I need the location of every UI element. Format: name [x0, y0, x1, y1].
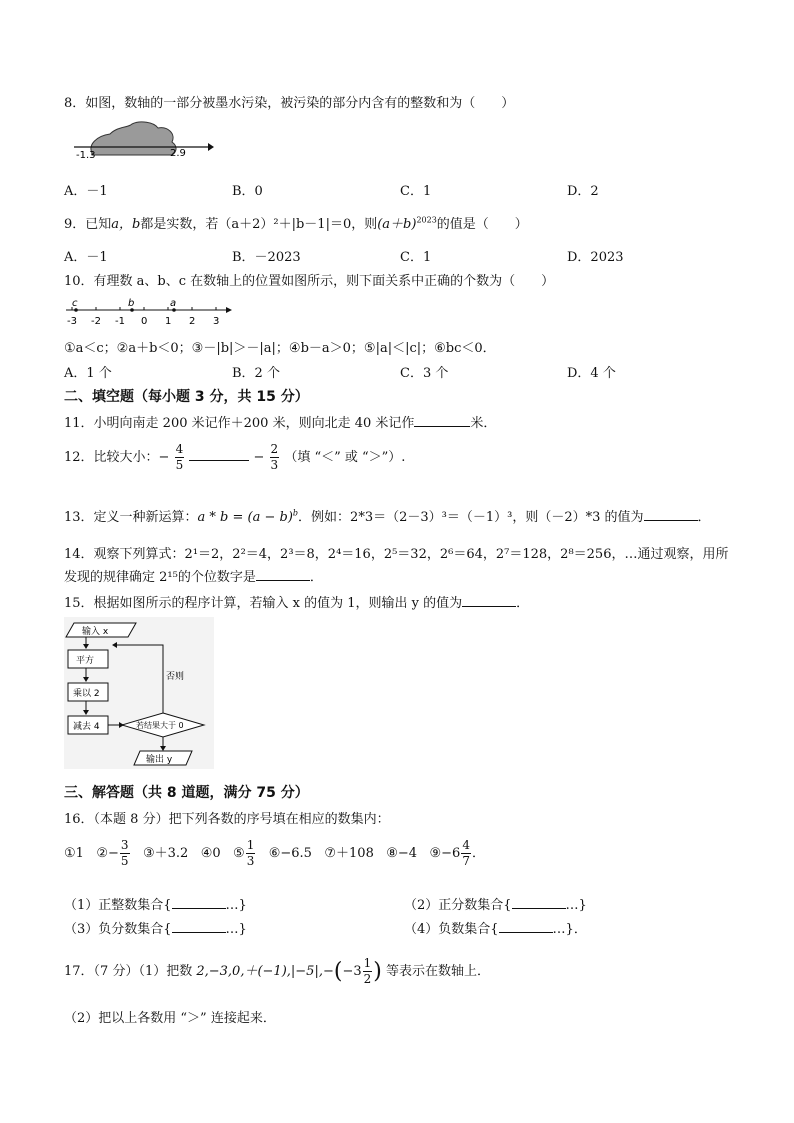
q10-point-c: c	[72, 298, 78, 309]
q9-option-b: B．－2023	[232, 250, 301, 265]
flow-subtract-label: 减去 4	[73, 722, 100, 732]
q10-point-b: b	[128, 298, 135, 309]
q10-tick: 1	[165, 316, 172, 327]
q15-answer-blank[interactable]	[462, 594, 516, 607]
q16-set-1-blank[interactable]	[172, 896, 226, 909]
section-3-heading: 三、解答题（共 8 道题，满分 75 分）	[64, 785, 309, 801]
q16-set-3: （3）负分数集合{ …}	[64, 922, 247, 937]
q10-relations: ①a＜c；②a＋b＜0；③－|b|＞－|a|；④b－a＞0；⑤|a|＜|c|；⑥bc＜0．	[64, 341, 496, 356]
q10-tick: -1	[115, 316, 125, 327]
q9-text: 9．已知a，b都是实数，若（a＋2）²＋|b－1|＝0，则$(a+b)^{2023}$的值是（ ）	[64, 215, 528, 232]
q10-number-line	[62, 298, 232, 328]
q13-answer-blank[interactable]	[644, 508, 698, 521]
flow-output-label: 输出 y	[146, 755, 173, 765]
q10-tick: 0	[141, 316, 148, 327]
q12-fraction-1: $\frac{4}{5}$	[175, 442, 184, 472]
q12-fraction-2: $\frac{2}{3}$	[270, 442, 279, 472]
q10-option-b: B．2 个	[232, 366, 280, 381]
q10-point-a: a	[170, 298, 177, 309]
q10-tick: 2	[189, 316, 196, 327]
q8-option-a: A．－1	[64, 184, 108, 199]
q9-option-d: D．2023	[567, 250, 624, 265]
flow-input-label: 输入 x	[82, 627, 109, 637]
q15-text: 15．根据如图所示的程序计算，若输入 x 的值为 1，则输出 y 的值为 ．	[64, 596, 530, 611]
q11-text: 11．小明向南走 200 米记作＋200 米，则向北走 40 米记作 米．	[64, 416, 497, 431]
flow-multiply-label: 乘以 2	[73, 689, 100, 699]
q15-flowchart	[64, 617, 214, 769]
q10-tick: -3	[67, 316, 77, 327]
q16-intro: 16．（本题 8 分）把下列各数的序号填在相应的数集内：	[64, 812, 390, 827]
q16-set-2: （2）正分数集合{ …}	[404, 898, 587, 913]
q8-left-label: -1.3	[76, 150, 96, 160]
q16-set-2-blank[interactable]	[512, 896, 566, 909]
q14-line-1: 14．观察下列算式：2¹＝2，2²＝4，2³＝8，2⁴＝16，2⁵＝32，2⁶＝64，2⁷＝128，2⁸＝256，…通过观察，用所	[64, 547, 729, 562]
q8-option-c: C．1	[400, 184, 432, 199]
q16-set-1: （1）正整数集合{ …}	[64, 898, 247, 913]
q14-answer-blank[interactable]	[256, 568, 310, 581]
q10-option-a: A．1 个	[64, 366, 112, 381]
q10-text: 10．有理数 a、b、c 在数轴上的位置如图所示，则下面关系中正确的个数为（ ）	[64, 274, 555, 289]
q10-option-d: D．4 个	[567, 366, 616, 381]
q16-set-4: （4）负数集合{ …}．	[404, 922, 587, 937]
q8-right-label: 2.9	[170, 148, 186, 159]
q16-set-3-blank[interactable]	[172, 920, 226, 933]
q9-option-a: A．－1	[64, 250, 108, 265]
q17-part-1: 17．（7 分）（1）把数 2,−3,0,＋(−1),|−5|,−(−3 $\frac{1}{2}$ ) 等表示在数轴上．	[64, 956, 491, 986]
section-2-heading: 二、填空题（每小题 3 分，共 15 分）	[64, 389, 309, 405]
q13-text: 13．定义一种新运算：$a * b = (a - b)^b$．例如：2*3＝（2－3）³＝（－1）³，则（－2）*3 的值为 ．	[64, 508, 711, 525]
q12-text: 12．比较大小：− $\frac{4}{5}$ − $\frac{2}{3}$ （填 “＜” 或 “＞”）.	[64, 442, 406, 472]
q8-option-b: B．0	[232, 184, 263, 199]
q10-option-c: C．3 个	[400, 366, 449, 381]
flow-decision-label: 若结果大于 0	[136, 721, 184, 730]
q16-set-4-blank[interactable]	[499, 920, 553, 933]
q10-tick: 3	[213, 316, 220, 327]
q16-numbers: ①1 ②− $\frac{3}{5}$ ③＋3.2 ④0 ⑤ $\frac{1}{3}$ ⑥−6.5 ⑦＋108 ⑧−4 ⑨−6 $\frac{4}{7}$ ．	[64, 838, 485, 868]
q8-text: 8．如图，数轴的一部分被墨水污染，被污染的部分内含有的整数和为（ ）	[64, 96, 515, 111]
flow-otherwise-label: 否则	[166, 672, 185, 682]
q17-part-2: （2）把以上各数用 “＞” 连接起来．	[64, 1011, 276, 1026]
q10-tick: -2	[91, 316, 101, 327]
q8-option-d: D．2	[567, 184, 599, 199]
q14-line-2: 发现的规律确定 2¹⁵的个位数字是 ．	[64, 570, 323, 585]
q12-answer-blank[interactable]	[189, 448, 249, 461]
q9-option-c: C．1	[400, 250, 432, 265]
q8-ink-figure	[66, 118, 216, 160]
flow-square-label: 平方	[76, 656, 95, 666]
q11-answer-blank[interactable]	[414, 414, 470, 427]
